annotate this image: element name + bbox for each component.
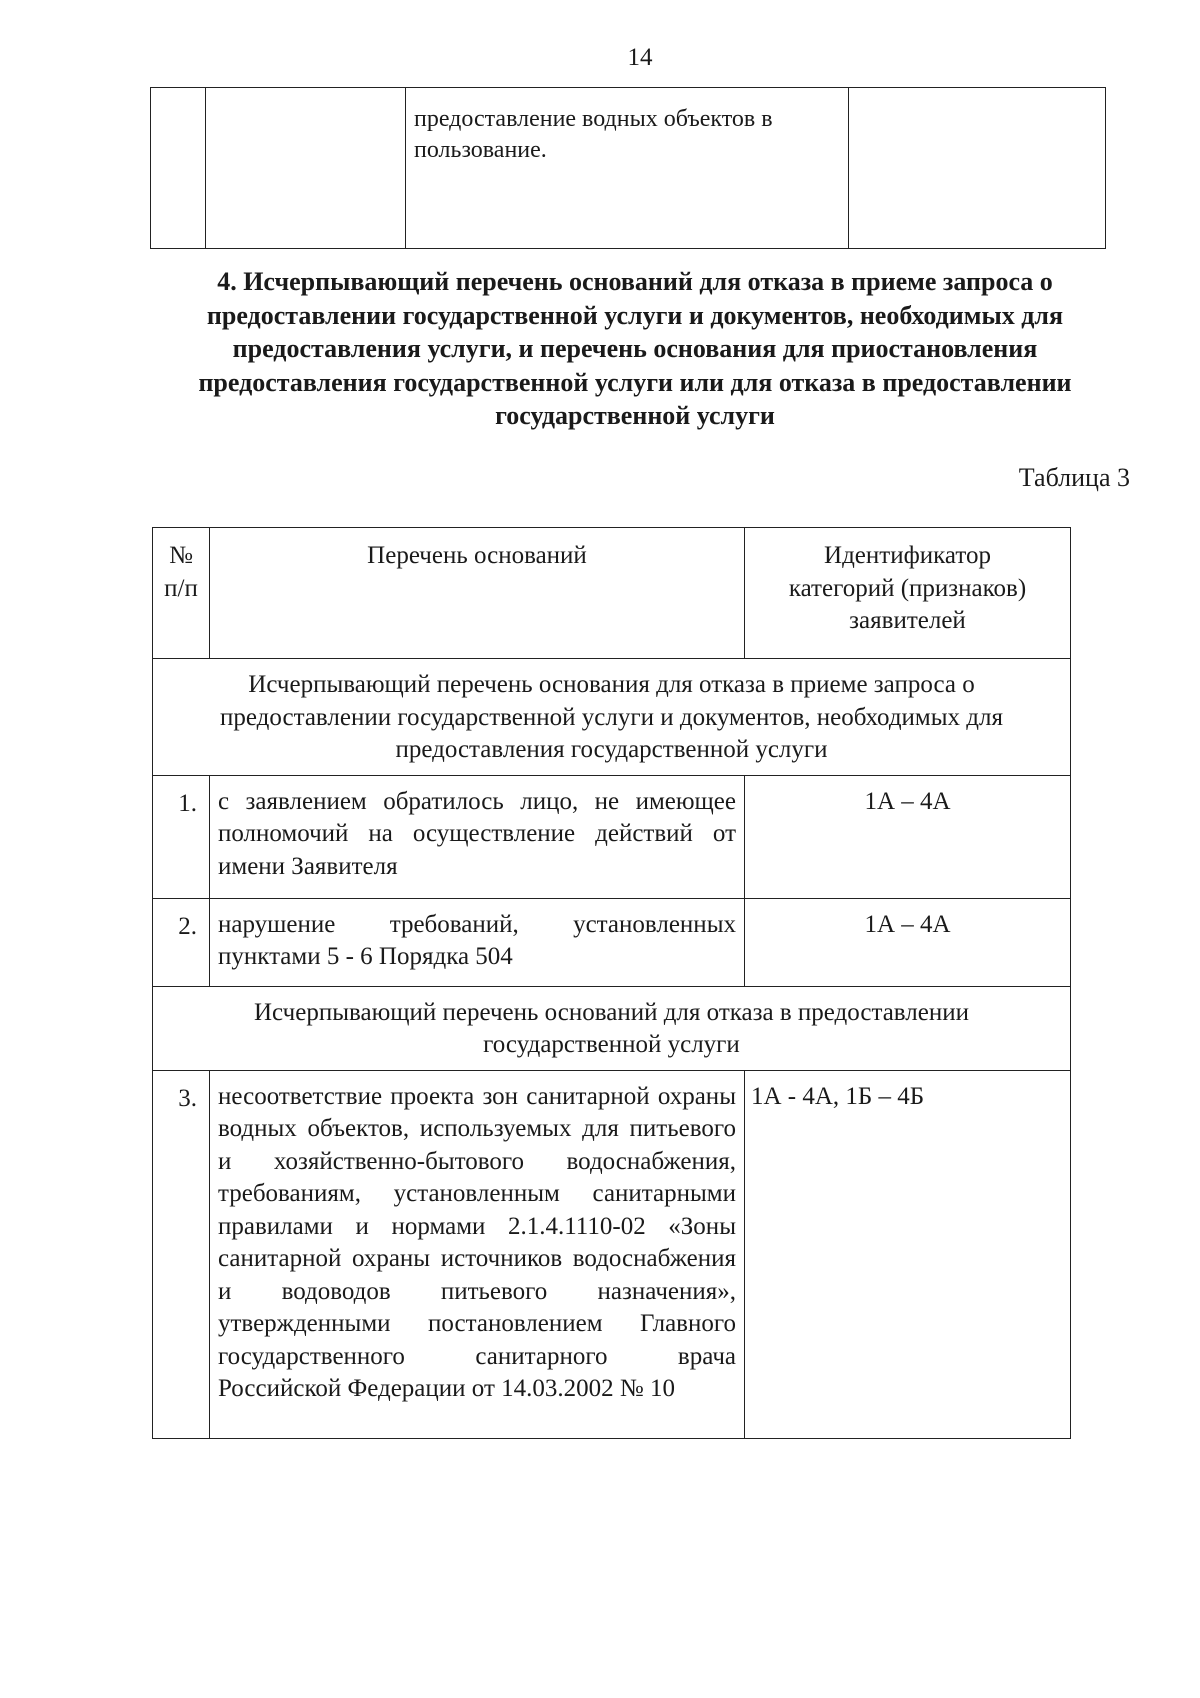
- group-heading-row: [153, 659, 1071, 776]
- header-number-line: п/п: [164, 574, 198, 602]
- page-number: 14: [627, 44, 653, 71]
- header-identifier: [745, 528, 1071, 659]
- group-heading-line: государственной услуги: [483, 1031, 740, 1058]
- group-heading-refusal-reception: [153, 659, 1071, 776]
- continuation-text-line: предоставление водных объектов в: [414, 106, 773, 132]
- row-identifier: 1А – 4А: [745, 898, 1071, 986]
- row-basis: с заявлением обратилось лицо, не имеющее полномочий на осуществление действий от имени Заявителя: [210, 775, 745, 898]
- header-basis: Перечень оснований: [210, 528, 745, 659]
- header-identifier-line: Идентификатор: [824, 542, 991, 569]
- section-heading-line: государственной услуги: [495, 401, 775, 430]
- group-heading-refusal-provision: [153, 986, 1071, 1070]
- section-heading-line: предоставлении государственной услуги и документов, необходимых для: [206, 300, 1064, 330]
- continuation-cell-identifier: [849, 88, 1106, 249]
- section-heading-line: предоставления услуги, и перечень основания для приостановления: [232, 334, 1038, 363]
- group-heading-row: [153, 986, 1071, 1070]
- continuation-cell-number: [151, 88, 206, 249]
- row-number: 1.: [153, 775, 210, 898]
- table-row: [153, 1070, 1071, 1438]
- row-number: 3.: [153, 1070, 210, 1438]
- table-row: [153, 898, 1071, 986]
- table-row: [153, 775, 1071, 898]
- header-identifier-line: категорий (признаков): [788, 574, 1027, 602]
- table-caption: Таблица 3: [1018, 463, 1130, 492]
- section-heading-line: предоставления государственной услуги или для отказа в предоставлении: [198, 367, 1072, 397]
- table-header-row: [153, 528, 1071, 659]
- row-basis: несоответствие проекта зон санитарной охраны водных объектов, используемых для питьевого и хозяйственно-бытового водоснабжения, требованиям, установленным санитарными правилами и нормами 2.1.4.1110-02 «Зоны санитарной охраны источников водоснабжения и водоводов питьевого назначения», утвержденными постановлением Главного государственного санитарного врача Российской Федерации от 14.03.2002 № 10: [210, 1070, 745, 1438]
- row-identifier: 1А - 4А, 1Б – 4Б: [745, 1070, 1071, 1438]
- group-heading-line: Исчерпывающий перечень оснований для отказа в предоставлении: [254, 998, 969, 1026]
- continuation-text-line: пользование.: [414, 137, 547, 163]
- continuation-cell-empty: [206, 88, 406, 249]
- header-number-line: №: [169, 542, 193, 569]
- group-heading-line: предоставлении государственной услуги и документов, необходимых для: [220, 703, 1003, 731]
- section-heading: [140, 265, 1130, 433]
- group-heading-line: предоставления государственной услуги: [395, 736, 828, 763]
- grounds-table: [152, 527, 1071, 1439]
- header-identifier-line: заявителей: [849, 607, 966, 634]
- row-identifier: 1А – 4А: [745, 775, 1071, 898]
- group-heading-line: Исчерпывающий перечень основания для отказа в приеме запроса о: [248, 671, 975, 698]
- header-number: [153, 528, 210, 659]
- section-heading-line: 4. Исчерпывающий перечень оснований для отказа в приеме запроса о: [217, 267, 1053, 296]
- row-number: 2.: [153, 898, 210, 986]
- continuation-table: [150, 87, 1106, 249]
- row-basis: нарушение требований, установленных пунктами 5 - 6 Порядка 504: [210, 898, 745, 986]
- continuation-cell-text: [406, 88, 849, 249]
